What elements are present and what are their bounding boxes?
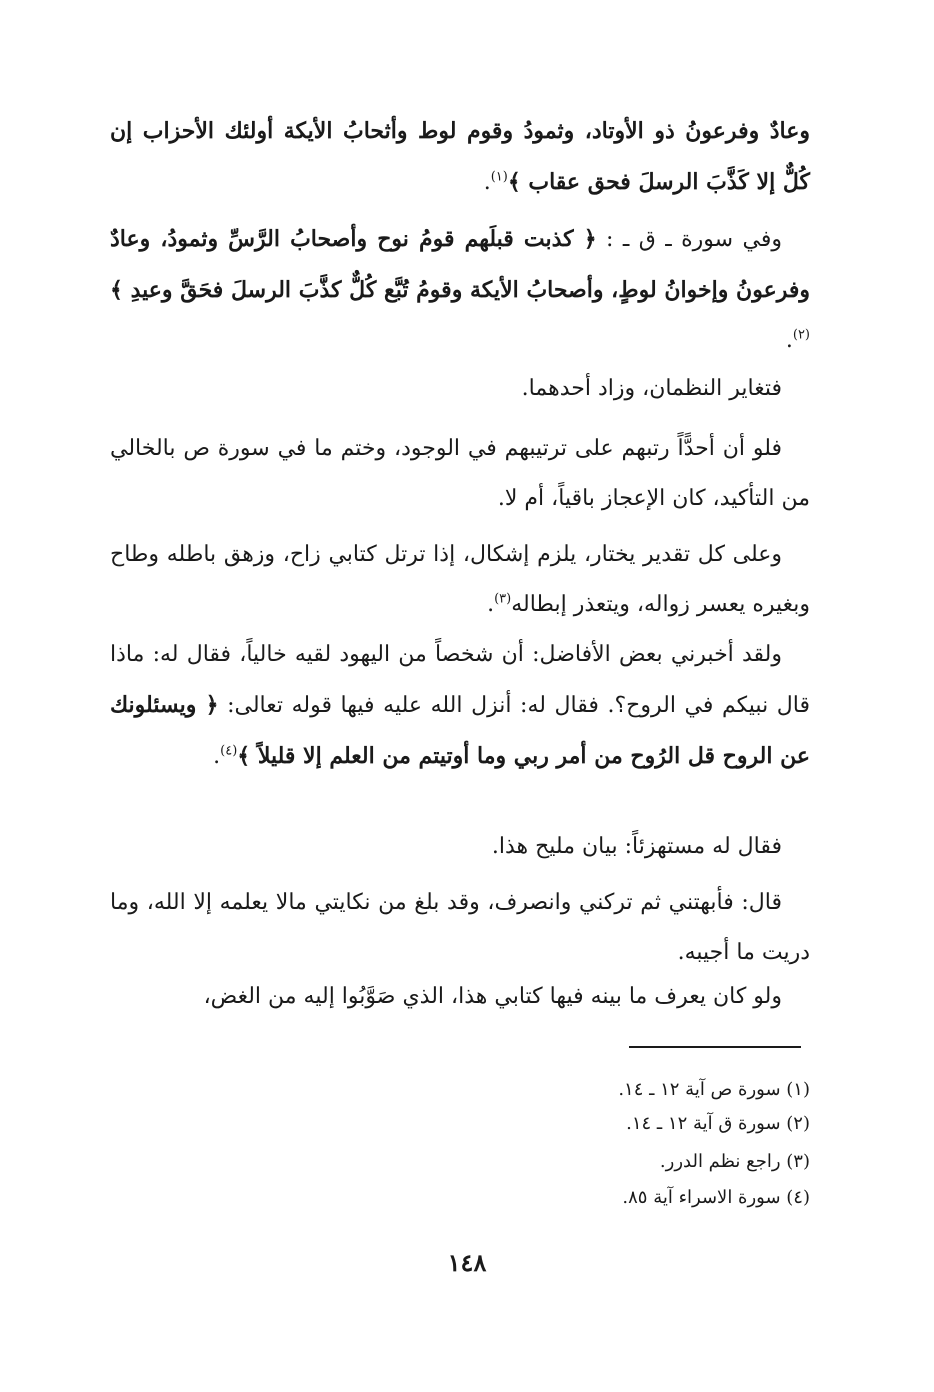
paragraph-6-tail: .	[213, 744, 221, 769]
paragraph-1	[110, 106, 810, 208]
paragraph-5-tail: .	[487, 592, 495, 617]
footnote-marker-1: (١)	[490, 169, 508, 185]
quran-quote-sad: وعادٌ وفرعونُ ذو الأوتاد، وثمودُ وقوم لوط وأثحابُ الأيكة أولئك الأحزاب إن كُلٌّ إلا كَذَّبَ الرسلَ فحق عقاب ﴾	[110, 118, 810, 195]
footnote-marker-2: (٢)	[792, 327, 810, 343]
paragraph-5-text: وعلى كل تقدير يختار، يلزم إشكال، إذا ترتل كتابي زاح، وزهق باطله وطاح وبغيره يعسر زواله، ويتعذر إبطاله	[110, 542, 810, 617]
paragraph-3-text: فتغاير النظمان، وزاد أحدهما.	[521, 376, 782, 401]
paragraph-9	[110, 972, 810, 1022]
paragraph-4-text: فلو أن أحدًّاً رتبهم على ترتيبهم في الوجود، وختم ما في سورة ص بالخالي من التأكيد، كان الإعجاز باقياً، أم لا.	[110, 436, 810, 511]
page-number: ١٤٨	[447, 1248, 487, 1277]
footnote-2: (٢) سورة ق آية ١٢ ـ ١٤.	[626, 1113, 810, 1134]
footnote-separator	[629, 1046, 801, 1048]
paragraph-1-tail: .	[483, 170, 491, 195]
paragraph-8	[110, 878, 810, 978]
paragraph-2-lead: وفي سورة ـ ق ـ :	[596, 227, 782, 252]
paragraph-9-text: ولو كان يعرف ما بينه فيها كتابي هذا، الذي صَوَّبُوا إليه من الغض،	[203, 984, 782, 1009]
footnote-3: (٣) راجع نظم الدرر.	[659, 1151, 810, 1172]
paragraph-7	[110, 822, 810, 872]
paragraph-7-text: فقال له مستهزئاً: بيان مليح هذا.	[491, 834, 782, 859]
footnote-4: (٤) سورة الاسراء آية ٨٥.	[622, 1187, 810, 1208]
footnote-marker-4: (٤)	[220, 743, 238, 759]
paragraph-2	[110, 214, 810, 366]
footnote-1: (١) سورة ص آية ١٢ ـ ١٤.	[618, 1079, 810, 1100]
quran-quote-isra: ﴿ ويسئلونك عن الروح قل الرُوح من أمر ربي وما أوتيتم من العلم إلا قليلاً ﴾	[110, 692, 810, 769]
paragraph-4	[110, 424, 810, 524]
paragraph-6-lead: ولقد أخبرني بعض الأفاضل: أن شخصاً من اليهود لقيه خالياً، فقال له: ماذا قال نبيكم في الروح؟. فقال له: أنزل الله عليه فيها قوله تعالى:	[110, 642, 810, 718]
paragraph-2-tail: .	[785, 328, 793, 353]
paragraph-6	[110, 630, 810, 782]
footnote-marker-3: (٣)	[494, 591, 512, 607]
paragraph-3	[110, 364, 810, 414]
paragraph-8-text: قال: فأبهتني ثم تركني وانصرف، وقد بلغ من نكايتي مالا يعلمه إلا الله، وما دريت ما أجيبه.	[110, 890, 810, 965]
quran-quote-qaf: ﴿ كذبت قبلَهم قومُ نوح وأصحابُ الرَّسِّ وثمودُ، وعادٌ وفرعونُ وإخوانُ لوطٍ، وأصحابُ الأيكة وقومُ تُبَّع كُلٌّ كذَّبَ الرسلَ فحَقَّ وعيدِ ﴾	[110, 226, 810, 303]
paragraph-5	[110, 530, 810, 630]
